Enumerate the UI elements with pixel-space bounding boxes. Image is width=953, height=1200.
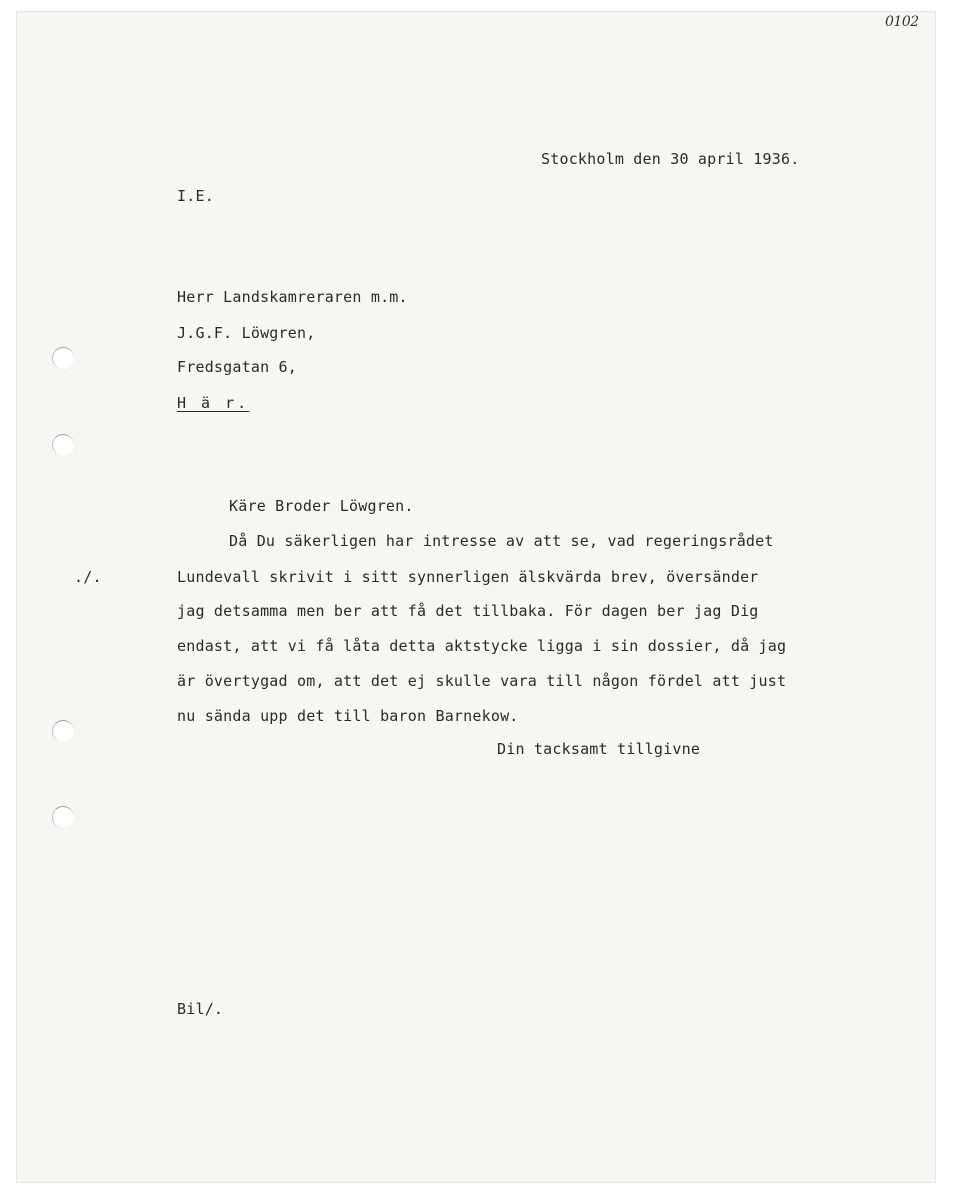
reference: I.E. bbox=[177, 187, 214, 205]
punch-hole bbox=[52, 347, 74, 369]
recipient-line-3: Fredsgatan 6, bbox=[177, 358, 297, 376]
salutation: Käre Broder Löwgren. bbox=[229, 497, 414, 515]
body-line-3: jag detsamma men ber att få det tillbaka. För dagen ber jag Dig bbox=[177, 602, 759, 620]
enclosure-note: Bil/. bbox=[177, 1000, 224, 1018]
place-date: Stockholm den 30 april 1936. bbox=[541, 150, 800, 168]
punch-hole bbox=[52, 806, 74, 828]
body-line-6: nu sända upp det till baron Barnekow. bbox=[177, 707, 519, 725]
punch-hole bbox=[52, 434, 74, 456]
body-line-2: Lundevall skrivit i sitt synnerligen älskvärda brev, översänder bbox=[177, 568, 759, 586]
body-line-4: endast, att vi få låta detta aktstycke ligga i sin dossier, då jag bbox=[177, 637, 787, 655]
recipient-line-4: H ä r. bbox=[177, 394, 250, 412]
closing: Din tacksamt tillgivne bbox=[497, 740, 701, 758]
punch-hole bbox=[52, 720, 74, 742]
margin-mark: ./. bbox=[74, 568, 102, 586]
body-line-1: Då Du säkerligen har intresse av att se, vad regeringsrådet bbox=[229, 532, 774, 550]
letter-sheet bbox=[17, 12, 935, 1182]
body-line-5: är övertygad om, att det ej skulle vara till någon fördel att just bbox=[177, 672, 787, 690]
recipient-line-1: Herr Landskamreraren m.m. bbox=[177, 288, 408, 306]
recipient-line-2: J.G.F. Löwgren, bbox=[177, 324, 316, 342]
archive-number: 0102 bbox=[885, 14, 919, 30]
